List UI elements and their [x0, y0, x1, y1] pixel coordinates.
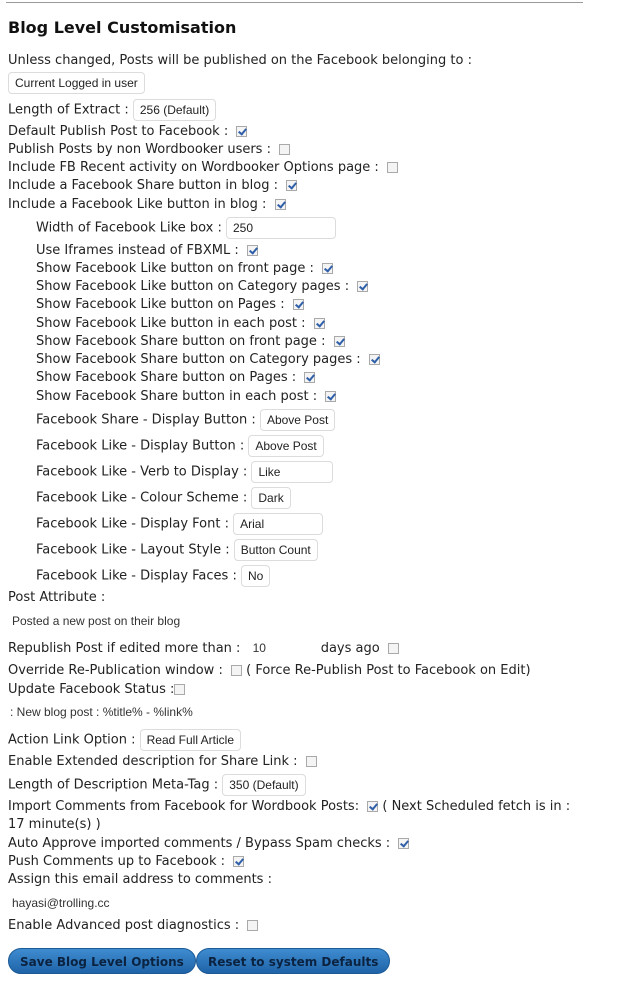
like-colour-select[interactable]: Dark [251, 487, 290, 509]
meta-tag-label: Length of Description Meta-Tag : [8, 777, 219, 793]
like-display-select[interactable]: Above Post [248, 435, 323, 457]
override-label: Override Re-Publication window : [8, 663, 223, 678]
publish-owner-row [8, 72, 145, 94]
assign-email-input[interactable]: hayasi@trolling.cc [12, 896, 110, 910]
meta-tag-select[interactable]: 350 (Default) [222, 774, 305, 796]
like-width-row [36, 217, 336, 239]
like-font-select[interactable]: Arial [233, 513, 323, 535]
like-colour-label: Facebook Like - Colour Scheme : [36, 490, 248, 506]
like-category-label: Show Facebook Like button on Category pages : [36, 279, 350, 294]
like-verb-row [36, 461, 333, 483]
fb-recent-label: Include FB Recent activity on Wordbooker Options page : [8, 160, 379, 175]
share-button-label: Include a Facebook Share button in blog : [8, 178, 278, 193]
update-status-label: Update Facebook Status : [8, 682, 175, 697]
share-front-label: Show Facebook Share button on front page : [36, 334, 326, 349]
republish-row [8, 637, 399, 659]
iframes-label: Use Iframes instead of FBXML : [36, 243, 239, 258]
share-display-label: Facebook Share - Display Button : [36, 412, 256, 428]
fb-recent-checkbox[interactable] [387, 162, 398, 173]
default-publish-checkbox[interactable] [236, 126, 247, 137]
republish-label: Republish Post if edited more than : [8, 641, 241, 656]
like-layout-label: Facebook Like - Layout Style : [36, 542, 230, 558]
like-each-post-checkbox[interactable] [314, 318, 325, 329]
top-divider [6, 2, 583, 3]
share-each-post-label: Show Facebook Share button in each post : [36, 389, 318, 404]
action-link-row [8, 729, 241, 751]
save-options-button[interactable]: Save Blog Level Options [8, 948, 196, 974]
like-faces-row [36, 565, 270, 587]
assign-email-label: Assign this email address to comments : [8, 872, 272, 887]
republish-suffix: days ago [320, 641, 380, 656]
like-each-post-label: Show Facebook Like button in each post : [36, 316, 306, 331]
republish-checkbox[interactable] [388, 643, 399, 654]
like-button-row [8, 194, 286, 216]
like-colour-row [36, 487, 291, 509]
status-format-input[interactable]: : New blog post : %title% - %link% [10, 705, 193, 719]
like-layout-select[interactable]: Button Count [234, 539, 318, 561]
like-width-label: Width of Facebook Like box : [36, 220, 222, 236]
like-display-row [36, 435, 324, 457]
like-front-label: Show Facebook Like button on front page : [36, 261, 314, 276]
import-comments-checkbox[interactable] [367, 801, 378, 812]
import-comments-note: ( Next Scheduled fetch is in : [382, 799, 571, 814]
extended-desc-label: Enable Extended description for Share Link : [8, 754, 298, 769]
like-display-label: Facebook Like - Display Button : [36, 438, 245, 454]
extract-row [8, 99, 216, 121]
reset-defaults-button[interactable]: Reset to system Defaults [196, 948, 390, 974]
import-comments-note-2: 17 minute(s) ) [8, 817, 101, 832]
diagnostics-checkbox[interactable] [247, 920, 258, 931]
non-wb-label: Publish Posts by non Wordbooker users : [8, 142, 271, 157]
share-display-select[interactable]: Above Post [260, 409, 335, 431]
share-category-checkbox[interactable] [369, 354, 380, 365]
republish-days-input[interactable]: 10 [252, 641, 266, 655]
update-status-row [8, 679, 185, 701]
publish-owner-select[interactable]: Current Logged in user [8, 72, 145, 94]
like-button-checkbox[interactable] [275, 199, 286, 210]
override-note: ( Force Re-Publish Post to Facebook on Edit) [246, 663, 531, 678]
share-each-post-row [36, 386, 336, 408]
import-comments-label: Import Comments from Facebook for Wordbook Posts: [8, 799, 360, 814]
like-button-label: Include a Facebook Like button in blog : [8, 197, 267, 212]
default-publish-label: Default Publish Post to Facebook : [8, 124, 229, 139]
extract-select[interactable]: 256 (Default) [133, 99, 216, 121]
share-display-row [36, 409, 335, 431]
auto-approve-label: Auto Approve imported comments / Bypass Spam checks : [8, 836, 391, 851]
post-attribute-input[interactable]: Posted a new post on their blog [12, 614, 181, 628]
like-front-checkbox[interactable] [322, 263, 333, 274]
share-pages-label: Show Facebook Share button on Pages : [36, 370, 297, 385]
like-layout-row [36, 539, 318, 561]
section-title: Blog Level Customisation [8, 18, 237, 37]
extract-label: Length of Extract : [8, 102, 129, 118]
update-status-checkbox[interactable] [174, 684, 185, 695]
post-attribute-label: Post Attribute : [8, 590, 106, 605]
like-verb-label: Facebook Like - Verb to Display : [36, 464, 248, 480]
like-font-label: Facebook Like - Display Font : [36, 516, 229, 532]
non-wb-checkbox[interactable] [279, 144, 290, 155]
diagnostics-row [8, 915, 258, 937]
override-checkbox[interactable] [231, 665, 242, 676]
like-faces-label: Facebook Like - Display Faces : [36, 568, 237, 584]
diagnostics-label: Enable Advanced post diagnostics : [8, 918, 240, 933]
push-comments-checkbox[interactable] [233, 856, 244, 867]
action-link-label: Action Link Option : [8, 732, 136, 748]
meta-tag-row [8, 774, 306, 796]
share-front-checkbox[interactable] [334, 336, 345, 347]
iframes-checkbox[interactable] [247, 245, 258, 256]
like-pages-checkbox[interactable] [293, 299, 304, 310]
publish-intro: Unless changed, Posts will be published on the Facebook belonging to : [8, 53, 472, 68]
like-faces-select[interactable]: No [241, 565, 270, 587]
like-width-input[interactable]: 250 [226, 217, 336, 239]
like-category-checkbox[interactable] [357, 281, 368, 292]
auto-approve-checkbox[interactable] [398, 838, 409, 849]
push-comments-label: Push Comments up to Facebook : [8, 854, 225, 869]
share-each-post-checkbox[interactable] [325, 391, 336, 402]
share-button-checkbox[interactable] [286, 180, 297, 191]
extended-desc-row [8, 751, 317, 773]
like-verb-select[interactable]: Like [251, 461, 333, 483]
share-category-label: Show Facebook Share button on Category pages : [36, 352, 361, 367]
extended-desc-checkbox[interactable] [306, 756, 317, 767]
share-pages-checkbox[interactable] [304, 372, 315, 383]
like-pages-label: Show Facebook Like button on Pages : [36, 297, 285, 312]
action-link-select[interactable]: Read Full Article [140, 729, 241, 751]
like-font-row [36, 513, 323, 535]
